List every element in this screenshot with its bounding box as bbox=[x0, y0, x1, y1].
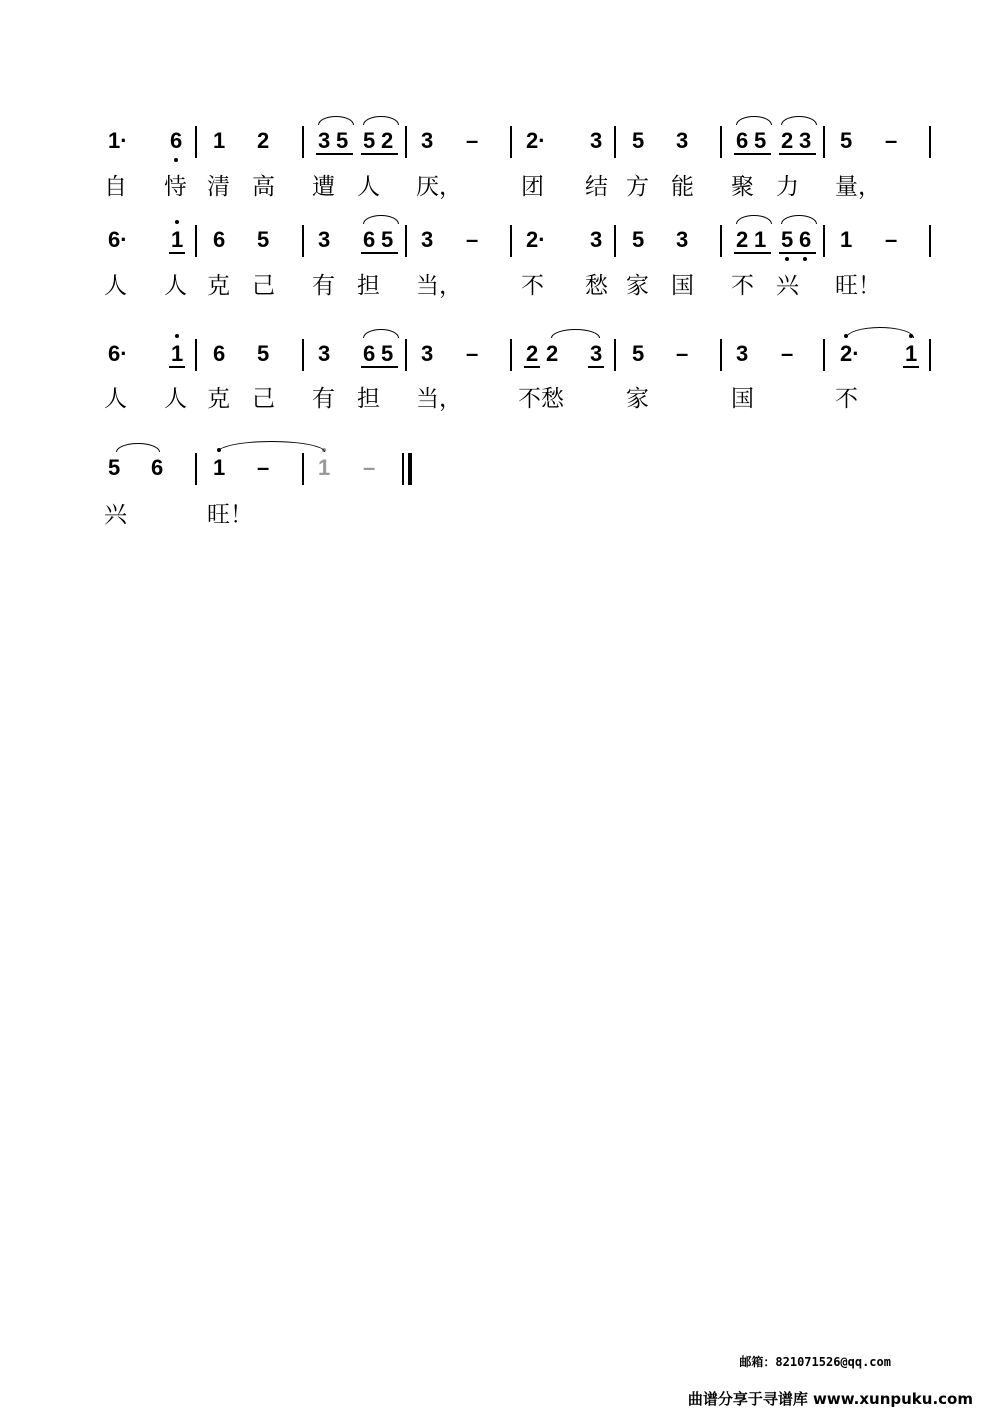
slur-arc bbox=[318, 116, 354, 125]
bar-line bbox=[929, 225, 931, 257]
slur-arc bbox=[781, 215, 817, 224]
lyric-char: 不 bbox=[835, 386, 858, 412]
final-bar-thin bbox=[402, 453, 404, 485]
note: 2· bbox=[526, 227, 546, 252]
bar-line bbox=[614, 225, 616, 257]
bar-line bbox=[823, 126, 825, 158]
note: 3 bbox=[318, 227, 331, 252]
slur-arc bbox=[218, 441, 325, 452]
note: 1 bbox=[905, 341, 918, 366]
note: – bbox=[466, 227, 479, 252]
bar-line bbox=[195, 453, 197, 485]
lyric-char: 担 bbox=[357, 386, 380, 412]
lyric-char: 兴 bbox=[776, 273, 799, 299]
note: 3 bbox=[318, 341, 331, 366]
note: – bbox=[676, 341, 689, 366]
bar-line bbox=[614, 126, 616, 158]
slur-arc bbox=[846, 327, 914, 338]
lyric-char: 旺！ bbox=[835, 273, 881, 299]
note: 6 bbox=[799, 227, 812, 252]
note: 3 bbox=[676, 128, 689, 153]
octave-low-dot bbox=[785, 257, 789, 261]
note: 2 bbox=[781, 128, 794, 153]
underline-beam bbox=[734, 153, 771, 155]
underline-beam bbox=[524, 366, 540, 368]
bar-line bbox=[510, 339, 512, 371]
bar-line bbox=[823, 225, 825, 257]
lyric-char: 不 bbox=[731, 273, 754, 299]
lyric-char: 兴 bbox=[104, 502, 127, 528]
lyric-char: 团 bbox=[521, 174, 544, 200]
note: 3 bbox=[736, 341, 749, 366]
note: – bbox=[466, 341, 479, 366]
lyric-char: 己 bbox=[252, 273, 275, 299]
lyric-char: 国 bbox=[671, 273, 694, 299]
lyric-char: 聚 bbox=[731, 174, 754, 200]
slur-arc bbox=[363, 329, 399, 338]
underline-beam bbox=[361, 153, 398, 155]
note: – bbox=[885, 227, 898, 252]
note: 5 bbox=[381, 227, 394, 252]
note: 1 bbox=[318, 455, 331, 480]
note: 5 bbox=[336, 128, 349, 153]
octave-high-dot bbox=[175, 334, 179, 338]
note: 1 bbox=[213, 128, 226, 153]
lyric-char: 国 bbox=[731, 386, 754, 412]
bar-line bbox=[405, 339, 407, 371]
note: 1 bbox=[754, 227, 767, 252]
lyric-char: 遭 bbox=[312, 174, 335, 200]
bar-line bbox=[302, 126, 304, 158]
lyric-char: 克 bbox=[207, 386, 230, 412]
lyric-char: 结 bbox=[585, 174, 608, 200]
bar-line bbox=[929, 126, 931, 158]
note: 3 bbox=[421, 341, 434, 366]
lyric-char: 厌， bbox=[416, 174, 462, 200]
bar-line bbox=[302, 453, 304, 485]
lyric-char: 家 bbox=[626, 386, 649, 412]
note: 3 bbox=[421, 128, 434, 153]
note: 2 bbox=[526, 341, 539, 366]
note: 5 bbox=[257, 227, 270, 252]
bar-line bbox=[720, 339, 722, 371]
note: 6· bbox=[108, 227, 128, 252]
bar-line bbox=[405, 225, 407, 257]
lyric-char: 方 bbox=[626, 174, 649, 200]
octave-low-dot bbox=[803, 257, 807, 261]
lyric-char: 人 bbox=[357, 174, 380, 200]
footer-site-credit: 曲谱分享于寻谱库 www.xunpuku.com bbox=[687, 1390, 973, 1408]
note: – bbox=[781, 341, 794, 366]
note: 6 bbox=[736, 128, 749, 153]
lyric-char: 量， bbox=[835, 174, 881, 200]
final-bar-thick bbox=[408, 453, 412, 485]
slur-arc bbox=[363, 116, 399, 125]
note: 5 bbox=[632, 227, 645, 252]
note: 6 bbox=[170, 128, 183, 153]
note: 2 bbox=[546, 341, 559, 366]
note: – bbox=[257, 455, 270, 480]
bar-line bbox=[614, 339, 616, 371]
lyric-char: 有 bbox=[312, 386, 335, 412]
lyric-char: 人 bbox=[164, 386, 187, 412]
bar-line bbox=[823, 339, 825, 371]
bar-line bbox=[195, 225, 197, 257]
lyric-char: 不愁 bbox=[518, 386, 564, 412]
slur-arc bbox=[736, 116, 772, 125]
underline-beam bbox=[361, 366, 398, 368]
note: 6· bbox=[108, 341, 128, 366]
lyric-char: 人 bbox=[104, 386, 127, 412]
lyric-char: 清 bbox=[207, 174, 230, 200]
underline-beam bbox=[316, 153, 353, 155]
lyric-char: 愁 bbox=[585, 273, 608, 299]
underline-beam bbox=[734, 252, 771, 254]
note: 6 bbox=[363, 341, 376, 366]
bar-line bbox=[720, 126, 722, 158]
slur-arc bbox=[116, 443, 160, 452]
lyric-char: 不 bbox=[521, 273, 544, 299]
lyric-char: 担 bbox=[357, 273, 380, 299]
note: 6 bbox=[151, 455, 164, 480]
underline-beam bbox=[588, 366, 604, 368]
note: 2· bbox=[840, 341, 860, 366]
lyric-char: 当， bbox=[416, 386, 462, 412]
note: 3 bbox=[421, 227, 434, 252]
lyric-char: 高 bbox=[252, 174, 275, 200]
lyric-char: 有 bbox=[312, 273, 335, 299]
note: 1 bbox=[171, 341, 184, 366]
note: 3 bbox=[590, 341, 603, 366]
lyric-char: 己 bbox=[252, 386, 275, 412]
slur-arc bbox=[363, 215, 399, 224]
underline-beam bbox=[779, 252, 816, 254]
slur-arc bbox=[736, 215, 772, 224]
bar-line bbox=[929, 339, 931, 371]
note: 3 bbox=[318, 128, 331, 153]
slur-arc bbox=[551, 329, 600, 338]
note: 2 bbox=[381, 128, 394, 153]
bar-line bbox=[302, 339, 304, 371]
bar-line bbox=[302, 225, 304, 257]
note: 6 bbox=[213, 341, 226, 366]
underline-beam bbox=[169, 366, 185, 368]
bar-line bbox=[510, 126, 512, 158]
lyric-char: 人 bbox=[104, 273, 127, 299]
underline-beam bbox=[903, 366, 919, 368]
note: – bbox=[466, 128, 479, 153]
lyric-char: 能 bbox=[671, 174, 694, 200]
note: 1· bbox=[108, 128, 128, 153]
note: 5 bbox=[632, 341, 645, 366]
lyric-char: 自 bbox=[104, 174, 127, 200]
lyric-char: 家 bbox=[626, 273, 649, 299]
bar-line bbox=[195, 126, 197, 158]
lyric-char: 当， bbox=[416, 273, 462, 299]
underline-beam bbox=[361, 252, 398, 254]
note: 5 bbox=[381, 341, 394, 366]
lyric-char: 克 bbox=[207, 273, 230, 299]
note: 5 bbox=[754, 128, 767, 153]
octave-high-dot bbox=[175, 220, 179, 224]
bar-line bbox=[405, 126, 407, 158]
note: 1 bbox=[840, 227, 853, 252]
note: 2· bbox=[526, 128, 546, 153]
note: 1 bbox=[171, 227, 184, 252]
note: 5 bbox=[781, 227, 794, 252]
underline-beam bbox=[169, 252, 185, 254]
bar-line bbox=[510, 225, 512, 257]
note: – bbox=[363, 455, 376, 480]
slur-arc bbox=[781, 116, 817, 125]
lyric-char: 旺！ bbox=[207, 502, 253, 528]
note: – bbox=[885, 128, 898, 153]
note: 2 bbox=[257, 128, 270, 153]
lyric-char: 人 bbox=[164, 273, 187, 299]
note: 2 bbox=[736, 227, 749, 252]
note: 3 bbox=[590, 227, 603, 252]
note: 5 bbox=[108, 455, 121, 480]
octave-low-dot bbox=[174, 158, 178, 162]
note: 5 bbox=[363, 128, 376, 153]
bar-line bbox=[195, 339, 197, 371]
underline-beam bbox=[779, 153, 816, 155]
note: 5 bbox=[257, 341, 270, 366]
note: 6 bbox=[213, 227, 226, 252]
footer-email: 邮箱：821071526@qq.com bbox=[739, 1355, 891, 1369]
lyric-char: 恃 bbox=[164, 174, 187, 200]
note: 5 bbox=[840, 128, 853, 153]
lyric-char: 力 bbox=[776, 174, 799, 200]
note: 3 bbox=[590, 128, 603, 153]
note: 3 bbox=[799, 128, 812, 153]
note: 5 bbox=[632, 128, 645, 153]
bar-line bbox=[720, 225, 722, 257]
note: 1 bbox=[213, 455, 226, 480]
note: 6 bbox=[363, 227, 376, 252]
note: 3 bbox=[676, 227, 689, 252]
